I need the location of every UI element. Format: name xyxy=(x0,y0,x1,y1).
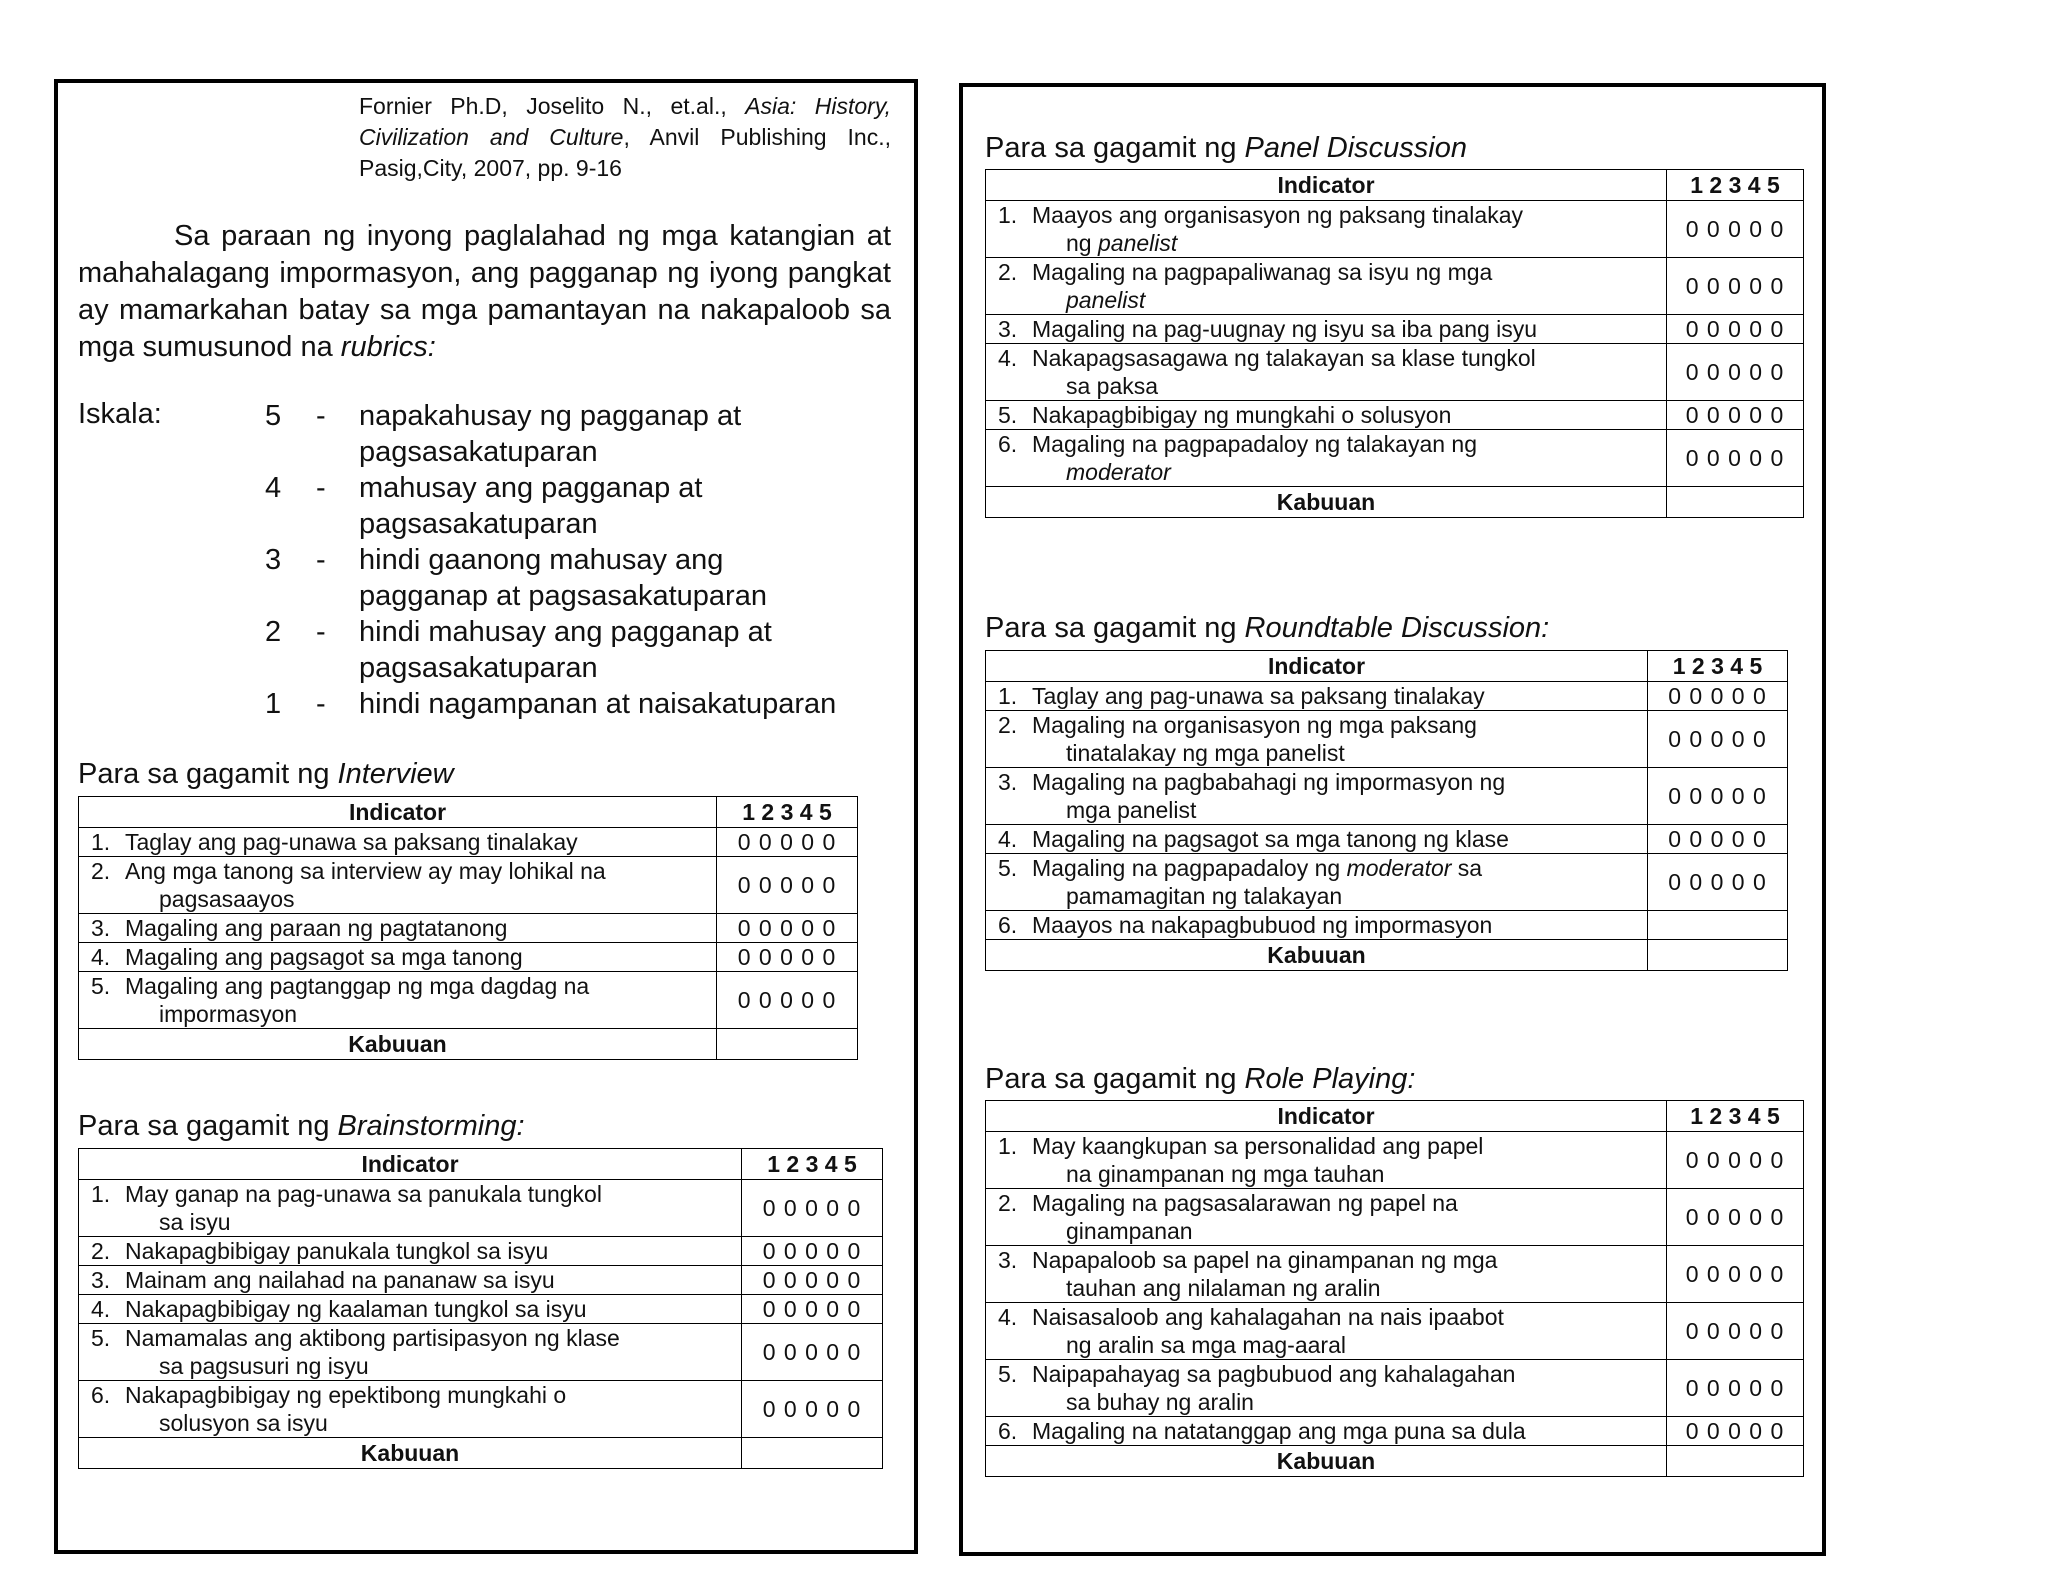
indicator-text: Taglay ang pag-unawa sa paksang tinalakay xyxy=(1032,683,1485,709)
indicator-line1 xyxy=(998,855,1482,881)
indicator-header: Indicator xyxy=(986,651,1648,682)
indicator-text: Maayos ang organisasyon ng paksang tinalakay xyxy=(1032,202,1523,228)
indicator-cell xyxy=(986,768,1648,825)
table-row xyxy=(986,315,1804,344)
total-score xyxy=(717,1029,858,1060)
scale-description xyxy=(359,470,899,542)
indicator-line2 xyxy=(998,1331,1660,1359)
brainstorming-title-name: Brainstorming: xyxy=(337,1110,525,1142)
total-row xyxy=(986,487,1804,518)
score-cell: 0 0 0 0 0 xyxy=(1667,344,1804,401)
item-number: 5. xyxy=(91,973,111,999)
indicator-cell xyxy=(986,682,1648,711)
indicator-text: na ginampanan ng mga tauhan xyxy=(1066,1161,1385,1187)
score-header: 1 2 3 4 5 xyxy=(717,797,858,828)
indicator-line1 xyxy=(91,1238,548,1264)
table-row xyxy=(986,1246,1804,1303)
roundtable-title-name: Roundtable Discussion: xyxy=(1244,612,1550,644)
indicator-line1 xyxy=(998,1133,1483,1159)
indicator-header: Indicator xyxy=(79,797,717,828)
indicator-text: Magaling ang pagsagot sa mga tanong xyxy=(125,944,523,970)
indicator-text: Magaling na natatanggap ang mga puna sa dula xyxy=(1032,1418,1526,1444)
roleplaying-title-name: Role Playing: xyxy=(1244,1063,1416,1095)
indicator-text: impormasyon xyxy=(159,1001,298,1027)
table-row xyxy=(79,1237,883,1266)
item-number: 5. xyxy=(91,1325,111,1351)
indicator-text: Magaling na organisasyon ng mga paksang xyxy=(1032,712,1477,738)
total-row xyxy=(79,1029,858,1060)
scale-description-line2: pagsasakatuparan xyxy=(359,436,598,468)
table-row xyxy=(986,201,1804,258)
item-number: 2. xyxy=(91,858,111,884)
score-cell: 0 0 0 0 0 xyxy=(717,914,858,943)
indicator-line1 xyxy=(91,1181,602,1207)
scale-description-line1: hindi mahusay ang pagganap at xyxy=(359,616,772,648)
indicator-line2 xyxy=(91,885,710,913)
indicator-line1 xyxy=(91,829,578,855)
table-row xyxy=(79,1381,883,1438)
table-header-row xyxy=(79,1149,883,1180)
indicator-header: Indicator xyxy=(986,170,1667,201)
table-row xyxy=(79,1295,883,1324)
score-cell: 0 0 0 0 0 xyxy=(717,828,858,857)
indicator-text: Naisasaloob ang kahalagahan na nais ipaabot xyxy=(1032,1304,1504,1330)
total-row xyxy=(79,1438,883,1469)
item-number: 2. xyxy=(998,712,1018,738)
score-cell: 0 0 0 0 0 xyxy=(1667,1303,1804,1360)
indicator-line1 xyxy=(998,1190,1458,1216)
item-number: 3. xyxy=(998,769,1018,795)
panel-title-name: Panel Discussion xyxy=(1244,132,1467,164)
score-cell: 0 0 0 0 0 xyxy=(742,1295,883,1324)
total-label: Kabuuan xyxy=(79,1438,742,1469)
indicator-text: pamamagitan ng talakayan xyxy=(1066,883,1343,909)
indicator-line1 xyxy=(91,858,606,884)
indicator-line2 xyxy=(998,1274,1660,1302)
indicator-cell xyxy=(79,972,717,1029)
citation-title-2: Civilization and Culture xyxy=(359,124,624,150)
roleplaying-title xyxy=(985,1063,1415,1096)
indicator-text: Magaling na pagpapadaloy ng xyxy=(1032,855,1347,881)
item-number: 6. xyxy=(998,912,1018,938)
indicator-text-italic: moderator xyxy=(1066,459,1171,485)
scale-dash: - xyxy=(316,400,326,432)
table-row xyxy=(986,1360,1804,1417)
table-row xyxy=(79,1266,883,1295)
table-row xyxy=(79,914,858,943)
indicator-text-italic: moderator xyxy=(1346,855,1452,881)
interview-title xyxy=(78,758,454,791)
indicator-text: pagsasaayos xyxy=(159,886,295,912)
indicator-text: ng aralin sa mga mag-aaral xyxy=(1066,1332,1346,1358)
indicator-line2 xyxy=(998,458,1660,486)
score-cell: 0 0 0 0 0 xyxy=(717,972,858,1029)
score-cell: 0 0 0 0 0 xyxy=(1667,430,1804,487)
table-row xyxy=(79,828,858,857)
roleplaying-rubric-table xyxy=(985,1100,1804,1477)
indicator-cell xyxy=(79,1180,742,1237)
indicator-cell xyxy=(986,401,1667,430)
total-score xyxy=(1667,487,1804,518)
scale-number: 5 xyxy=(265,400,282,432)
total-row xyxy=(986,940,1788,971)
scale-number: 1 xyxy=(265,688,282,720)
table-row xyxy=(986,711,1788,768)
indicator-text: Napapaloob sa papel na ginampanan ng mga xyxy=(1032,1247,1498,1273)
indicator-line2 xyxy=(998,739,1641,767)
table-header-row xyxy=(986,170,1804,201)
table-row xyxy=(986,911,1788,940)
score-cell: 0 0 0 0 0 xyxy=(717,857,858,914)
table-row xyxy=(986,825,1788,854)
score-cell: 0 0 0 0 0 xyxy=(1667,258,1804,315)
indicator-line1 xyxy=(998,1418,1526,1444)
item-number: 4. xyxy=(998,1304,1018,1330)
item-number: 1. xyxy=(998,683,1018,709)
scale-description xyxy=(359,398,899,470)
citation-title-1: Asia: History, xyxy=(745,93,891,119)
indicator-cell xyxy=(986,854,1648,911)
interview-title-prefix: Para sa gagamit ng xyxy=(78,758,338,790)
indicator-line2 xyxy=(998,229,1660,257)
indicator-text: mga panelist xyxy=(1066,797,1197,823)
item-number: 1. xyxy=(91,829,111,855)
scale-number: 4 xyxy=(265,472,282,504)
item-number: 6. xyxy=(998,431,1018,457)
item-number: 2. xyxy=(91,1238,111,1264)
scale-description-line1: napakahusay ng pagganap at xyxy=(359,400,742,432)
indicator-text: Magaling na pagsasalarawan ng papel na xyxy=(1032,1190,1458,1216)
item-number: 5. xyxy=(998,1361,1018,1387)
table-row xyxy=(79,972,858,1029)
total-label: Kabuuan xyxy=(79,1029,717,1060)
citation-place: Pasig,City, 2007, pp. 9-16 xyxy=(359,155,622,181)
indicator-line1 xyxy=(998,769,1505,795)
score-cell: 0 0 0 0 0 xyxy=(1648,825,1788,854)
scale-label: Iskala: xyxy=(78,398,162,430)
item-number: 4. xyxy=(998,826,1018,852)
scale-number: 2 xyxy=(265,616,282,648)
indicator-text: tauhan ang nilalaman ng aralin xyxy=(1066,1275,1381,1301)
score-cell: 0 0 0 0 0 xyxy=(1648,854,1788,911)
item-number: 3. xyxy=(998,316,1018,342)
indicator-text: sa paksa xyxy=(1066,373,1159,399)
indicator-line2 xyxy=(91,1208,735,1236)
scale-description-line1: hindi gaanong mahusay ang xyxy=(359,544,724,576)
roleplaying-title-prefix: Para sa gagamit ng xyxy=(985,1063,1245,1095)
indicator-cell xyxy=(79,914,717,943)
table-row xyxy=(986,344,1804,401)
indicator-text: May kaangkupan sa personalidad ang papel xyxy=(1032,1133,1484,1159)
indicator-text: Nakapagbibigay ng kaalaman tungkol sa isyu xyxy=(125,1296,587,1322)
indicator-cell xyxy=(986,1246,1667,1303)
total-label: Kabuuan xyxy=(986,487,1667,518)
indicator-cell xyxy=(986,911,1648,940)
score-cell: 0 0 0 0 0 xyxy=(1667,1189,1804,1246)
indicator-line1 xyxy=(91,1382,566,1408)
indicator-line2 xyxy=(998,1160,1660,1188)
indicator-line1 xyxy=(998,826,1509,852)
indicator-text: Magaling ang paraan ng pagtatanong xyxy=(125,915,508,941)
scale-dash: - xyxy=(316,472,326,504)
indicator-cell xyxy=(79,828,717,857)
table-row xyxy=(79,943,858,972)
indicator-line1 xyxy=(998,345,1536,371)
indicator-text: Magaling na pagpapadaloy ng talakayan ng xyxy=(1032,431,1478,457)
indicator-text: Magaling na pagbabahagi ng impormasyon ng xyxy=(1032,769,1506,795)
item-number: 2. xyxy=(998,259,1018,285)
scale-description-line2: pagsasakatuparan xyxy=(359,508,598,540)
indicator-cell xyxy=(79,1237,742,1266)
indicator-line2 xyxy=(998,796,1641,824)
score-cell: 0 0 0 0 0 xyxy=(1667,201,1804,258)
indicator-text-italic: panelist xyxy=(1066,287,1146,313)
table-row xyxy=(986,1189,1804,1246)
indicator-text: Magaling na pagpapaliwanag sa isyu ng mga xyxy=(1032,259,1493,285)
item-number: 1. xyxy=(998,1133,1018,1159)
roundtable-title-prefix: Para sa gagamit ng xyxy=(985,612,1245,644)
item-number: 3. xyxy=(91,915,111,941)
indicator-line1 xyxy=(998,1247,1497,1273)
total-label: Kabuuan xyxy=(986,940,1648,971)
score-cell: 0 0 0 0 0 xyxy=(1667,315,1804,344)
indicator-cell xyxy=(986,1189,1667,1246)
item-number: 2. xyxy=(998,1190,1018,1216)
indicator-line1 xyxy=(998,1304,1504,1330)
indicator-text: sa buhay ng aralin xyxy=(1066,1389,1254,1415)
scale-description-line1: hindi nagampanan at naisakatuparan xyxy=(359,688,837,720)
indicator-text: Maayos na nakapagbubuod ng impormasyon xyxy=(1032,912,1493,938)
scale-description xyxy=(359,686,899,722)
scale-dash: - xyxy=(316,688,326,720)
indicator-text: Magaling na pagsagot sa mga tanong ng klase xyxy=(1032,826,1509,852)
indicator-text: Naipapahayag sa pagbubuod ang kahalagahan xyxy=(1032,1361,1516,1387)
indicator-line2 xyxy=(91,1000,710,1028)
scale-description xyxy=(359,614,899,686)
indicator-line1 xyxy=(998,402,1451,428)
intro-text: Sa paraan ng inyong paglalahad ng mga katangian at mahahalagang impormasyon, ang pagganap ng iyong pangkat ay mamarkahan batay sa mga pamantayan na nakapaloob sa mga sumusunod na xyxy=(78,220,891,363)
indicator-cell xyxy=(986,430,1667,487)
indicator-text: May ganap na pag-unawa sa panukala tungkol xyxy=(125,1181,602,1207)
indicator-cell xyxy=(79,1266,742,1295)
indicator-text: ginampanan xyxy=(1066,1218,1193,1244)
indicator-line1 xyxy=(998,316,1537,342)
table-row xyxy=(79,1180,883,1237)
brainstorming-title xyxy=(78,1110,525,1143)
indicator-line1 xyxy=(91,1267,555,1293)
intro-paragraph xyxy=(78,218,891,366)
total-score xyxy=(1648,940,1788,971)
score-header: 1 2 3 4 5 xyxy=(742,1149,883,1180)
indicator-line1 xyxy=(998,202,1523,228)
indicator-line2 xyxy=(91,1352,735,1380)
item-number: 6. xyxy=(998,1418,1018,1444)
indicator-text: solusyon sa isyu xyxy=(159,1410,328,1436)
item-number: 3. xyxy=(91,1267,111,1293)
total-score xyxy=(1667,1446,1804,1477)
indicator-cell xyxy=(79,943,717,972)
indicator-text: Nakapagbibigay panukala tungkol sa isyu xyxy=(125,1238,549,1264)
indicator-line1 xyxy=(998,431,1477,457)
score-cell: 0 0 0 0 0 xyxy=(717,943,858,972)
indicator-cell xyxy=(986,1360,1667,1417)
table-row xyxy=(986,854,1788,911)
indicator-line1 xyxy=(91,944,523,970)
score-cell: 0 0 0 0 0 xyxy=(742,1381,883,1438)
total-score xyxy=(742,1438,883,1469)
table-row xyxy=(986,401,1804,430)
indicator-line2 xyxy=(998,882,1641,910)
table-row xyxy=(79,1324,883,1381)
indicator-text: Nakapagbibigay ng mungkahi o solusyon xyxy=(1032,402,1452,428)
total-row xyxy=(986,1446,1804,1477)
score-header: 1 2 3 4 5 xyxy=(1667,170,1804,201)
indicator-cell xyxy=(986,825,1648,854)
indicator-line1 xyxy=(91,1325,620,1351)
indicator-line1 xyxy=(998,712,1477,738)
table-row xyxy=(986,682,1788,711)
indicator-cell xyxy=(79,1381,742,1438)
scale-description xyxy=(359,542,899,614)
item-number: 3. xyxy=(998,1247,1018,1273)
item-number: 4. xyxy=(91,1296,111,1322)
interview-rubric-table xyxy=(78,796,858,1060)
indicator-text: sa isyu xyxy=(159,1209,231,1235)
table-header-row xyxy=(986,651,1788,682)
indicator-text: sa xyxy=(1451,855,1483,881)
panel-title-prefix: Para sa gagamit ng xyxy=(985,132,1245,164)
indicator-cell xyxy=(79,1295,742,1324)
score-cell: 0 0 0 0 0 xyxy=(1667,1246,1804,1303)
citation-publisher: , Anvil Publishing Inc., xyxy=(623,124,891,150)
score-cell: 0 0 0 0 0 xyxy=(1667,1132,1804,1189)
scale-description-line1: mahusay ang pagganap at xyxy=(359,472,703,504)
item-number: 5. xyxy=(998,402,1018,428)
indicator-text: Magaling ang pagtanggap ng mga dagdag na xyxy=(125,973,590,999)
indicator-cell xyxy=(986,1303,1667,1360)
indicator-cell xyxy=(79,1324,742,1381)
score-header: 1 2 3 4 5 xyxy=(1667,1101,1804,1132)
indicator-text: Namamalas ang aktibong partisipasyon ng klase xyxy=(125,1325,620,1351)
score-cell: 0 0 0 0 0 xyxy=(1648,682,1788,711)
scale-number: 3 xyxy=(265,544,282,576)
brainstorming-rubric-table xyxy=(78,1148,883,1469)
indicator-text: Taglay ang pag-unawa sa paksang tinalakay xyxy=(125,829,578,855)
indicator-header: Indicator xyxy=(79,1149,742,1180)
indicator-cell xyxy=(986,711,1648,768)
indicator-cell xyxy=(986,344,1667,401)
indicator-cell xyxy=(79,857,717,914)
citation-author: Fornier Ph.D, Joselito N., et.al., xyxy=(359,93,746,119)
indicator-line2 xyxy=(998,1388,1660,1416)
indicator-header: Indicator xyxy=(986,1101,1667,1132)
scale-description-line2: pagsasakatuparan xyxy=(359,652,598,684)
total-label: Kabuuan xyxy=(986,1446,1667,1477)
indicator-text: Ang mga tanong sa interview ay may lohikal na xyxy=(125,858,606,884)
table-row xyxy=(986,1417,1804,1446)
indicator-line2 xyxy=(91,1409,735,1437)
roundtable-title xyxy=(985,612,1549,645)
indicator-text: ng xyxy=(1066,230,1098,256)
score-cell: 0 0 0 0 0 xyxy=(1667,1417,1804,1446)
indicator-cell xyxy=(986,1132,1667,1189)
indicator-text: Nakapagsasagawa ng talakayan sa klase tungkol xyxy=(1032,345,1536,371)
score-cell: 0 0 0 0 0 xyxy=(1648,768,1788,825)
citation xyxy=(359,91,891,184)
score-cell: 0 0 0 0 0 xyxy=(742,1237,883,1266)
table-row xyxy=(986,768,1788,825)
indicator-line1 xyxy=(91,915,507,941)
score-cell: 0 0 0 0 0 xyxy=(742,1324,883,1381)
score-cell: 0 0 0 0 0 xyxy=(1667,401,1804,430)
table-row xyxy=(986,1132,1804,1189)
roundtable-rubric-table xyxy=(985,650,1788,971)
table-header-row xyxy=(986,1101,1804,1132)
indicator-cell xyxy=(986,258,1667,315)
item-number: 1. xyxy=(91,1181,111,1207)
score-cell: 0 0 0 0 0 xyxy=(1667,1360,1804,1417)
indicator-text: tinatalakay ng mga panelist xyxy=(1066,740,1345,766)
scale-description-line2: pagganap at pagsasakatuparan xyxy=(359,580,767,612)
item-number: 4. xyxy=(91,944,111,970)
panel-rubric-table xyxy=(985,169,1804,518)
indicator-text-italic: panelist xyxy=(1097,230,1178,256)
indicator-cell xyxy=(986,315,1667,344)
item-number: 1. xyxy=(998,202,1018,228)
table-row xyxy=(79,857,858,914)
table-header-row xyxy=(79,797,858,828)
indicator-line2 xyxy=(998,372,1660,400)
scale-dash: - xyxy=(316,544,326,576)
item-number: 4. xyxy=(998,345,1018,371)
score-cell: 0 0 0 0 0 xyxy=(1648,711,1788,768)
score-header: 1 2 3 4 5 xyxy=(1648,651,1788,682)
score-cell: 0 0 0 0 0 xyxy=(742,1180,883,1237)
item-number: 6. xyxy=(91,1382,111,1408)
scale-dash: - xyxy=(316,616,326,648)
indicator-text: sa pagsusuri ng isyu xyxy=(159,1353,369,1379)
indicator-line1 xyxy=(998,1361,1515,1387)
interview-title-name: Interview xyxy=(337,758,454,790)
indicator-text: Nakapagbibigay ng epektibong mungkahi o xyxy=(125,1382,567,1408)
brainstorming-title-prefix: Para sa gagamit ng xyxy=(78,1110,338,1142)
table-row xyxy=(986,1303,1804,1360)
indicator-line1 xyxy=(998,912,1492,938)
panel-title xyxy=(985,132,1467,165)
intro-rubrics: rubrics: xyxy=(340,331,436,363)
score-cell xyxy=(1648,911,1788,940)
indicator-cell xyxy=(986,201,1667,258)
indicator-line2 xyxy=(998,286,1660,314)
indicator-line1 xyxy=(998,259,1492,285)
indicator-line2 xyxy=(998,1217,1660,1245)
indicator-text: Magaling na pag-uugnay ng isyu sa iba pang isyu xyxy=(1032,316,1538,342)
table-row xyxy=(986,430,1804,487)
score-cell: 0 0 0 0 0 xyxy=(742,1266,883,1295)
indicator-line1 xyxy=(91,973,589,999)
indicator-cell xyxy=(986,1417,1667,1446)
indicator-text: Mainam ang nailahad na pananaw sa isyu xyxy=(125,1267,555,1293)
item-number: 5. xyxy=(998,855,1018,881)
table-row xyxy=(986,258,1804,315)
indicator-line1 xyxy=(91,1296,587,1322)
indicator-line1 xyxy=(998,683,1485,709)
